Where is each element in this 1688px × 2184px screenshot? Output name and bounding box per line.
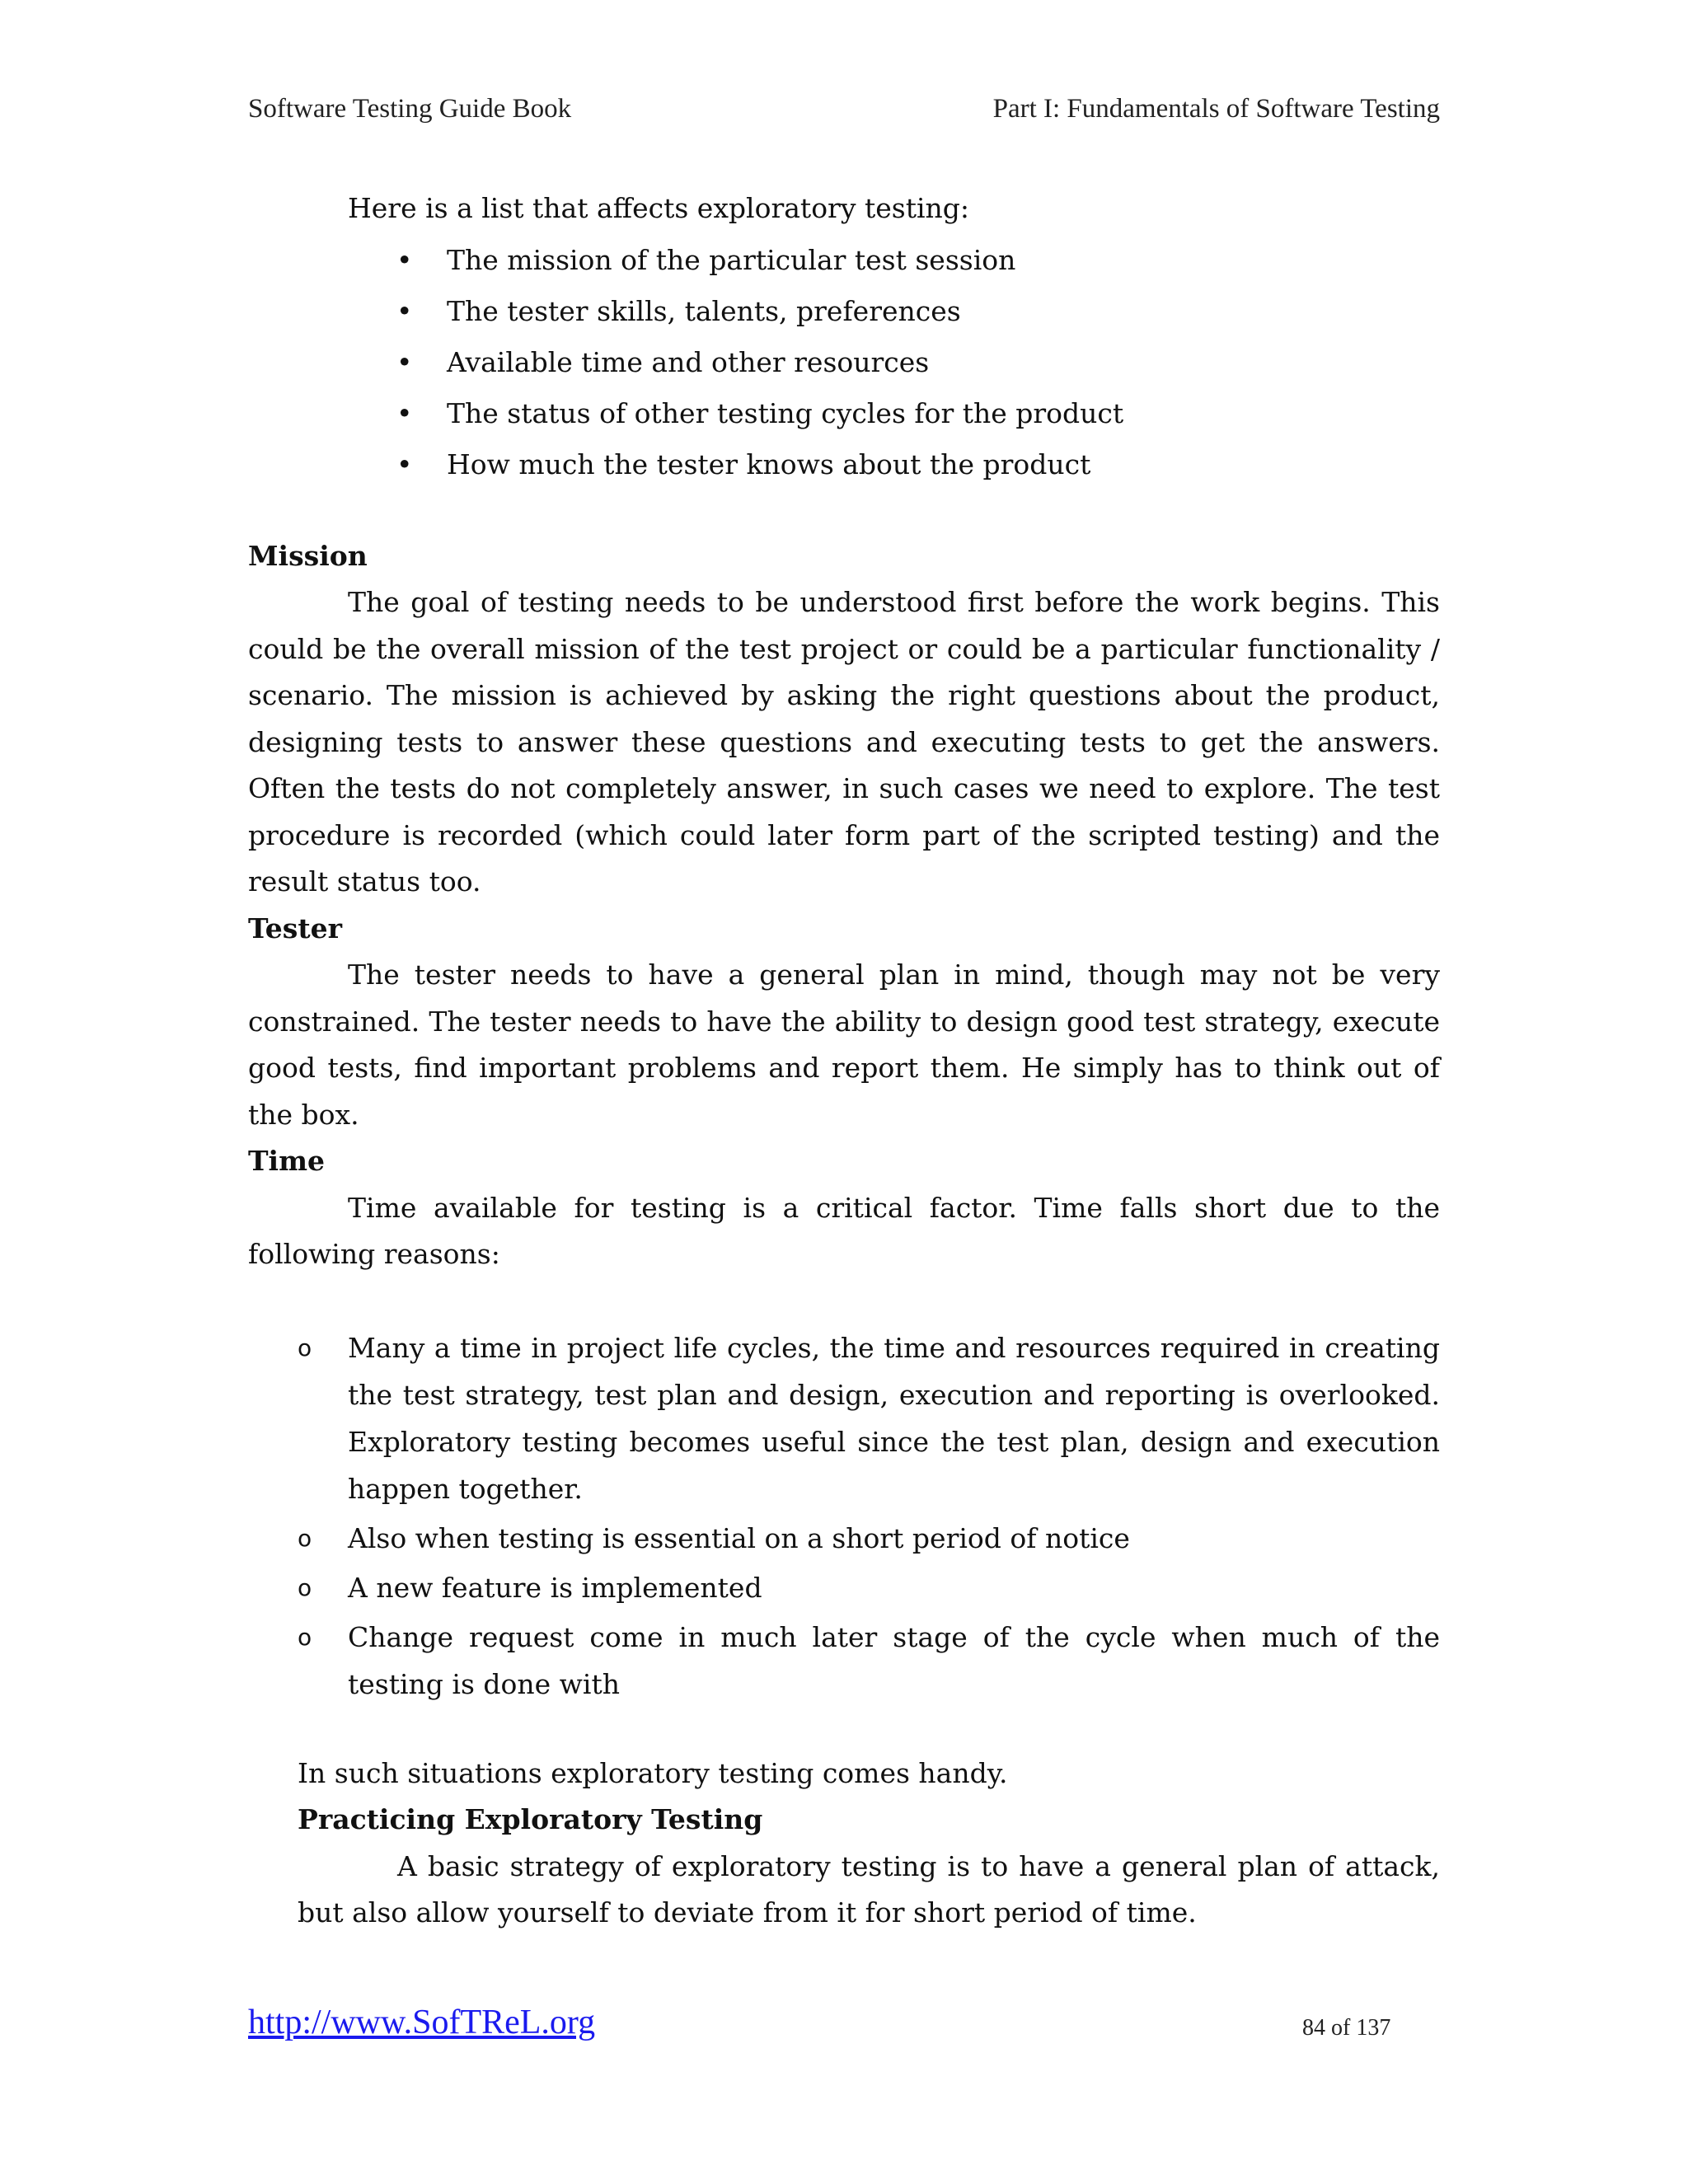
- list-item: [248, 1515, 1440, 1562]
- mission-heading: Mission: [248, 539, 368, 572]
- factors-list: [248, 235, 1440, 490]
- closing-text: In such situations exploratory testing comes handy.: [298, 1756, 1008, 1789]
- list-item: [248, 1324, 1440, 1512]
- list-item: [248, 235, 1440, 286]
- bullet-icon: •: [396, 243, 413, 276]
- list-item-text: The tester skills, talents, preferences: [447, 294, 961, 327]
- page-content: [248, 185, 1440, 1937]
- circle-bullet-icon: o: [298, 1333, 312, 1361]
- header-book-title: Software Testing Guide Book: [248, 94, 572, 124]
- bullet-icon: •: [396, 345, 413, 378]
- tester-heading: Tester: [248, 912, 342, 944]
- practicing-heading: Practicing Exploratory Testing: [298, 1803, 763, 1835]
- circle-bullet-icon: o: [298, 1623, 312, 1651]
- list-item: [248, 439, 1440, 490]
- list-item-text: The status of other testing cycles for the product: [447, 396, 1124, 429]
- list-item-text: Also when testing is essential on a short period of notice: [348, 1521, 1130, 1554]
- list-item-text: Change request come in much later stage of the cycle when much of the testing is done with: [348, 1620, 1440, 1700]
- practicing-paragraph: A basic strategy of exploratory testing is to have a general plan of attack, but also allow yourself to deviate from it for short period of time.: [298, 1849, 1440, 1929]
- time-reasons-list: [248, 1324, 1440, 1708]
- list-item: [248, 286, 1440, 337]
- bullet-icon: •: [396, 448, 413, 480]
- list-item: [248, 337, 1440, 388]
- list-item-text: How much the tester knows about the product: [447, 448, 1091, 480]
- list-item: [248, 1614, 1440, 1708]
- page-number: 84 of 137: [1302, 2015, 1391, 2041]
- intro-text: Here is a list that affects exploratory testing:: [348, 192, 970, 224]
- bullet-icon: •: [396, 396, 413, 429]
- practicing-block: [248, 1750, 1440, 1937]
- list-item: [248, 1564, 1440, 1611]
- list-item-text: A new feature is implemented: [348, 1571, 762, 1604]
- time-heading: Time: [248, 1145, 326, 1177]
- list-item-text: The mission of the particular test session: [447, 243, 1016, 276]
- header-part-title: Part I: Fundamentals of Software Testing: [992, 94, 1440, 124]
- circle-bullet-icon: o: [298, 1524, 312, 1552]
- tester-paragraph: The tester needs to have a general plan in mind, though may not be very constrained. The tester needs to have the ability to design good test strategy, execute good tests, find important problems and report them. He simply has to think out of the box.: [248, 958, 1440, 1131]
- bullet-icon: •: [396, 294, 413, 327]
- mission-paragraph: The goal of testing needs to be understood first before the work begins. This could be the overall mission of the test project or could be a particular functionality / scenario. The mission is achieved by asking the right questions about the product, designing tests to answer these questions and executing tests to get the answers. Often the tests do not completely answer, in such cases we need to explore. The test procedure is recorded (which could later form part of the scripted testing) and the result status too.: [248, 586, 1440, 898]
- softrel-link[interactable]: http://www.SofTReL.org: [248, 2004, 596, 2041]
- list-item-text: Many a time in project life cycles, the time and resources required in creating the test strategy, test plan and design, execution and reporting is overlooked. Exploratory testing becomes useful since the test plan, design and execution happen together.: [348, 1331, 1440, 1505]
- list-item: [248, 388, 1440, 439]
- circle-bullet-icon: o: [298, 1573, 312, 1601]
- list-item-text: Available time and other resources: [447, 345, 930, 378]
- page-header: [248, 94, 1440, 124]
- time-paragraph: Time available for testing is a critical factor. Time falls short due to the following reasons:: [248, 1191, 1440, 1270]
